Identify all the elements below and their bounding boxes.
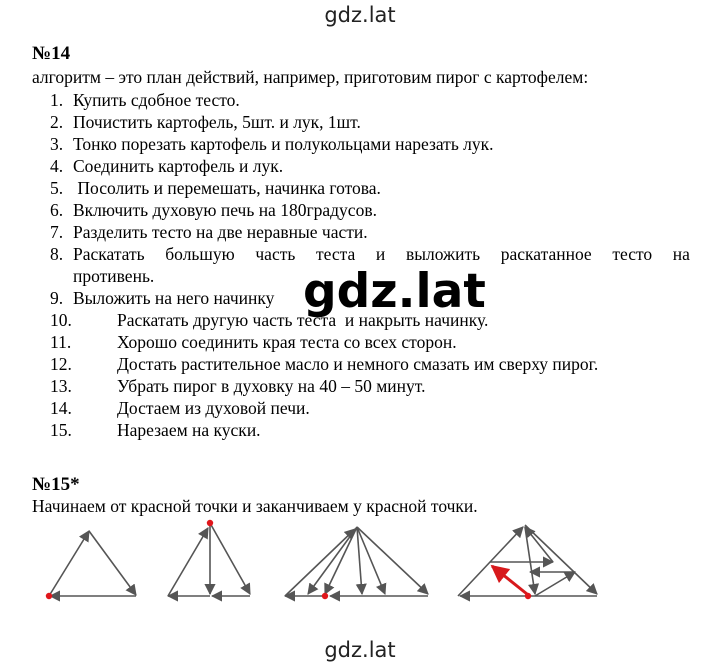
task-14-heading: №14 [32, 43, 71, 64]
word: Раскатать [73, 244, 145, 264]
figure-triangle-4 [458, 525, 597, 599]
task-15-heading: №15* [32, 474, 80, 495]
word: часть [255, 244, 296, 264]
word: раскатанное [500, 244, 592, 264]
figure-triangle-1 [46, 531, 136, 599]
center-watermark: gdz.lat [303, 264, 486, 319]
word: теста [316, 244, 356, 264]
word: тесто [612, 244, 653, 264]
top-watermark: gdz.lat [324, 3, 396, 27]
triangle-figures [0, 510, 720, 610]
word: большую [165, 244, 235, 264]
bottom-watermark: gdz.lat [324, 638, 396, 662]
word: выложить [405, 244, 481, 264]
figure-triangle-2 [168, 520, 250, 596]
list-item-text-justified [73, 244, 690, 265]
word: на [672, 244, 690, 264]
word: и [375, 244, 386, 264]
task-15-text: Начинаем от красной точки и заканчиваем у красной точки. [32, 496, 478, 516]
figure-triangle-3 [285, 527, 428, 599]
task-14-intro: алгоритм – это план действий, например, приготовим пирог с картофелем: [32, 67, 589, 87]
